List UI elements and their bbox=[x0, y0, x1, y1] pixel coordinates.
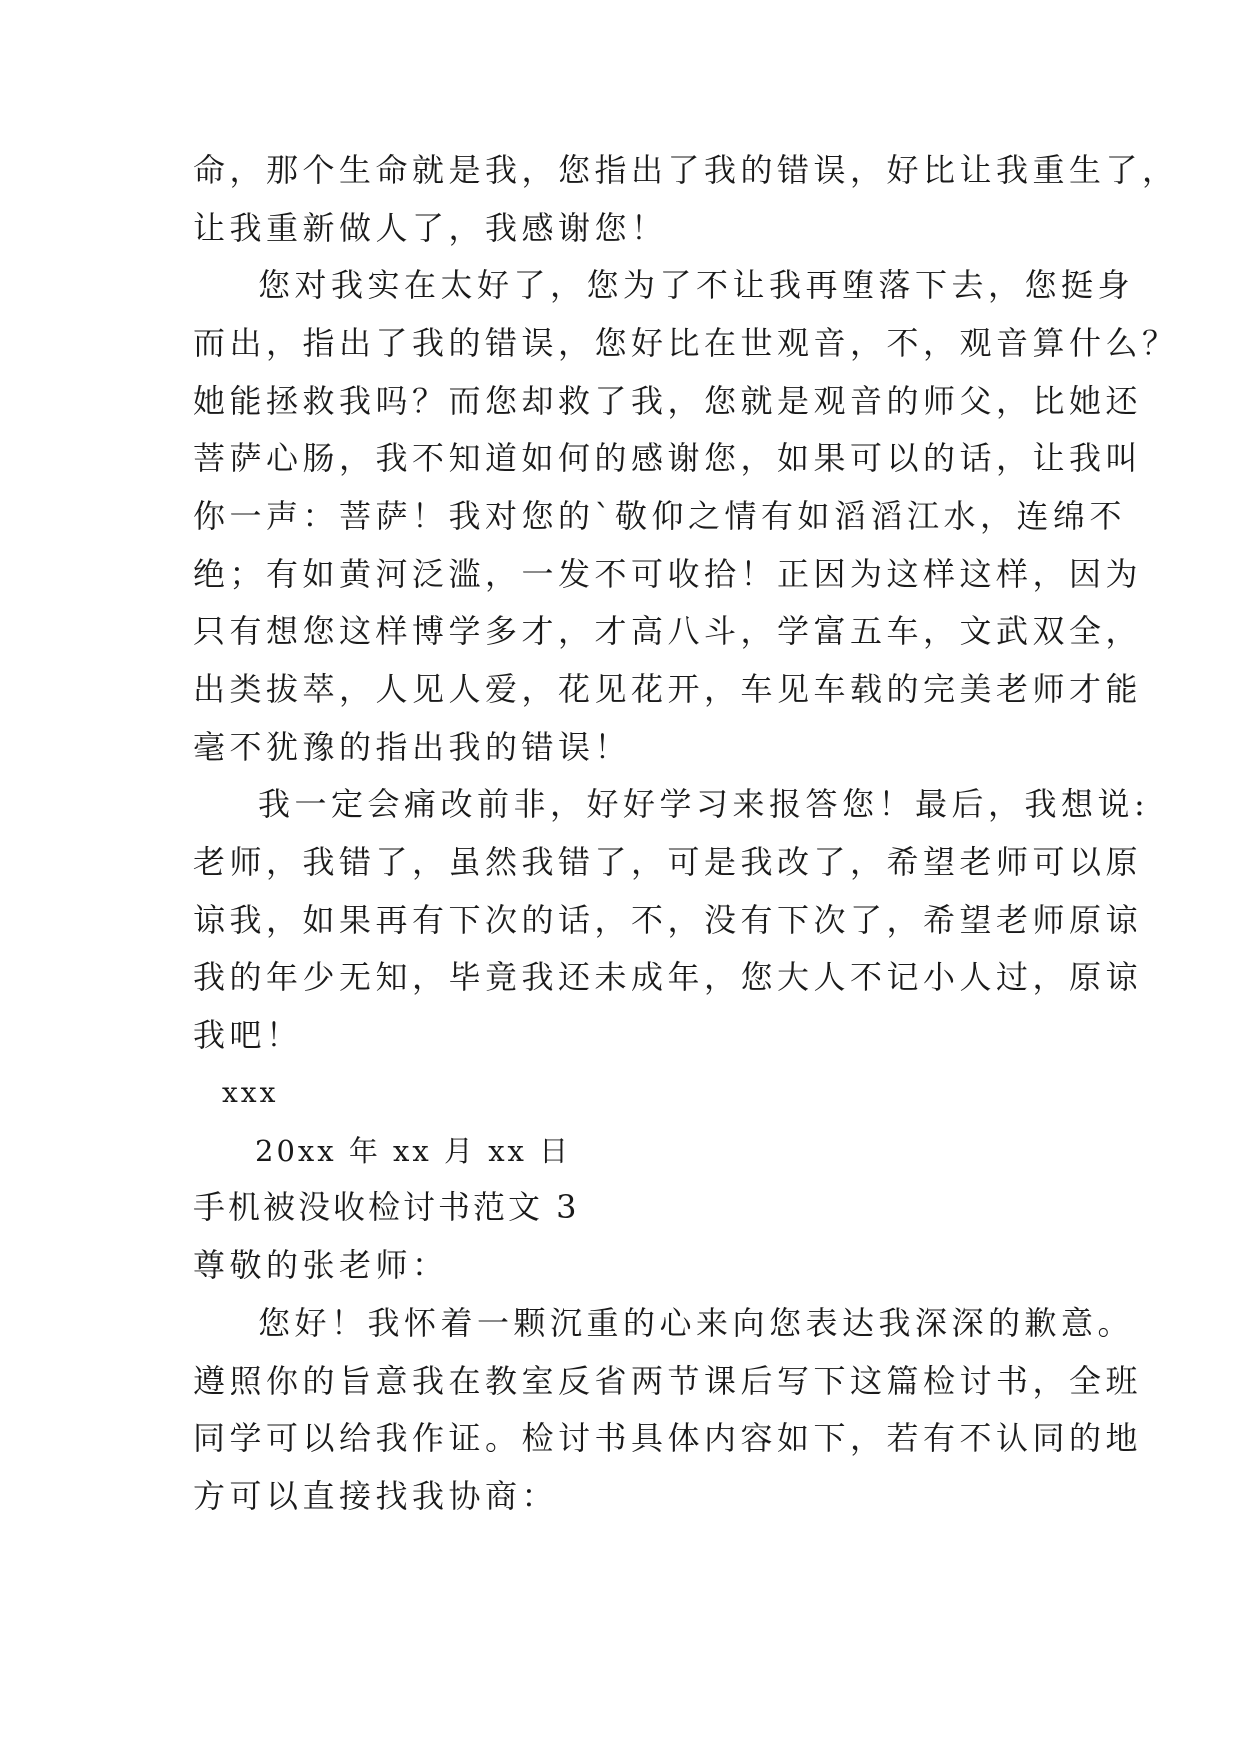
text-line: 命，那个生命就是我，您指出了我的错误，好比让我重生了， bbox=[193, 151, 1179, 189]
text-line: 你一声：菩萨！我对您的`敬仰之情有如滔滔江水，连绵不 bbox=[193, 497, 1127, 535]
text-line: 毫不犹豫的指出我的错误！ bbox=[193, 728, 632, 766]
salutation: 尊敬的张老师： bbox=[193, 1246, 449, 1284]
text-line: 方可以直接找我协商： bbox=[193, 1477, 559, 1515]
text-line: 我的年少无知，毕竟我还未成年，您大人不记小人过，原谅 bbox=[193, 958, 1143, 996]
section-title: 手机被没收检讨书范文 3 bbox=[193, 1188, 580, 1226]
text-line: 同学可以给我作证。检讨书具体内容如下，若有不认同的地 bbox=[193, 1419, 1143, 1457]
text-line: 菩萨心肠，我不知道如何的感谢您，如果可以的话，让我叫 bbox=[193, 439, 1143, 477]
text-line: 我吧！ bbox=[193, 1016, 303, 1054]
signature-name: xxx bbox=[222, 1076, 279, 1109]
text-line: 她能拯救我吗？而您却救了我，您就是观音的师父，比她还 bbox=[193, 382, 1143, 420]
text-line: 绝；有如黄河泛滥，一发不可收拾！正因为这样这样，因为 bbox=[193, 555, 1143, 593]
text-line: 让我重新做人了，我感谢您！ bbox=[193, 209, 668, 247]
text-line: 谅我，如果再有下次的话，不，没有下次了，希望老师原谅 bbox=[193, 901, 1143, 939]
text-line: 出类拔萃，人见人爱，花见花开，车见车载的完美老师才能 bbox=[193, 670, 1143, 708]
text-line: 而出，指出了我的错误，您好比在世观音，不，观音算什么？ bbox=[193, 324, 1179, 362]
text-line: 您好！我怀着一颗沉重的心来向您表达我深深的歉意。 bbox=[258, 1304, 1135, 1342]
text-line: 老师，我错了，虽然我错了，可是我改了，希望老师可以原 bbox=[193, 843, 1143, 881]
text-line: 我一定会痛改前非，好好学习来报答您！最后，我想说: bbox=[258, 785, 1150, 823]
text-line: 遵照你的旨意我在教室反省两节课后写下这篇检讨书，全班 bbox=[193, 1362, 1143, 1400]
text-line: 只有想您这样博学多才，才高八斗，学富五车，文武双全， bbox=[193, 612, 1143, 650]
text-line: 您对我实在太好了，您为了不让我再堕落下去，您挺身 bbox=[258, 266, 1135, 304]
signature-date: 20xx 年 xx 月 xx 日 bbox=[255, 1134, 572, 1168]
